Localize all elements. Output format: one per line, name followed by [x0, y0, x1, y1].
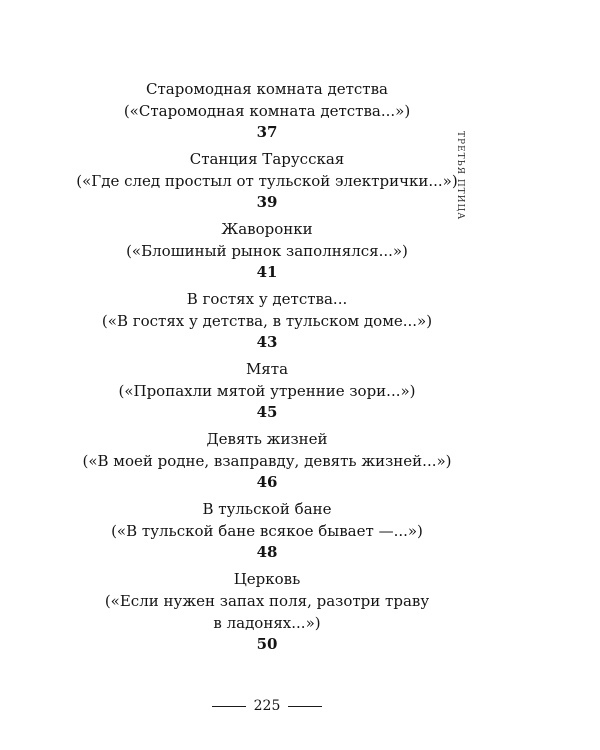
running-head: ТРЕТЬЯ ПТИЦА	[455, 131, 465, 221]
page-footer	[0, 696, 534, 716]
entry-first-line: («Если нужен запах поля, разотри траву	[104, 592, 430, 610]
entry-page-number: 45	[256, 403, 278, 421]
entry-title: Старомодная комната детства	[146, 80, 388, 98]
entry-title: Девять жизней	[206, 430, 328, 448]
entry-page-number: 39	[256, 193, 278, 211]
entry-title: Церковь	[233, 570, 301, 588]
entry-first-line: («Блошиный рынок заполнялся...»)	[126, 242, 408, 260]
toc-entry	[0, 358, 534, 422]
entry-first-line: («Старомодная комната детства...»)	[123, 102, 411, 120]
entry-first-line: («Где след простыл от тульской электрички...»)	[76, 172, 458, 190]
toc-entry	[0, 428, 534, 492]
entry-title: Мята	[245, 360, 289, 378]
footer-rule-left	[212, 706, 246, 707]
entry-first-line-continued: в ладонях...»)	[213, 614, 321, 632]
entry-page-number: 37	[256, 123, 278, 141]
entry-page-number: 46	[256, 473, 278, 491]
entry-first-line: («Пропахли мятой утренние зори...»)	[118, 382, 416, 400]
entry-title: В тульской бане	[202, 500, 332, 518]
table-of-contents	[0, 78, 534, 660]
toc-entry	[0, 568, 534, 654]
footer-rule-right	[288, 706, 322, 707]
entry-first-line: («В тульской бане всякое бывает —...»)	[111, 522, 423, 540]
entry-first-line: («В гостях у детства, в тульском доме...»)	[101, 312, 433, 330]
entry-page-number: 50	[256, 635, 278, 653]
entry-page-number: 43	[256, 333, 278, 351]
toc-entry	[0, 148, 534, 212]
toc-entry	[0, 288, 534, 352]
entry-title: Станция Тарусская	[189, 150, 345, 168]
entry-page-number: 48	[256, 543, 278, 561]
entry-title: В гостях у детства...	[186, 290, 348, 308]
toc-entry	[0, 78, 534, 142]
toc-entry	[0, 498, 534, 562]
entry-first-line: («В моей родне, взаправду, девять жизней...»)	[82, 452, 452, 470]
entry-page-number: 41	[256, 263, 278, 281]
entry-title: Жаворонки	[221, 220, 313, 238]
page-number: 225	[253, 698, 281, 714]
toc-entry	[0, 218, 534, 282]
